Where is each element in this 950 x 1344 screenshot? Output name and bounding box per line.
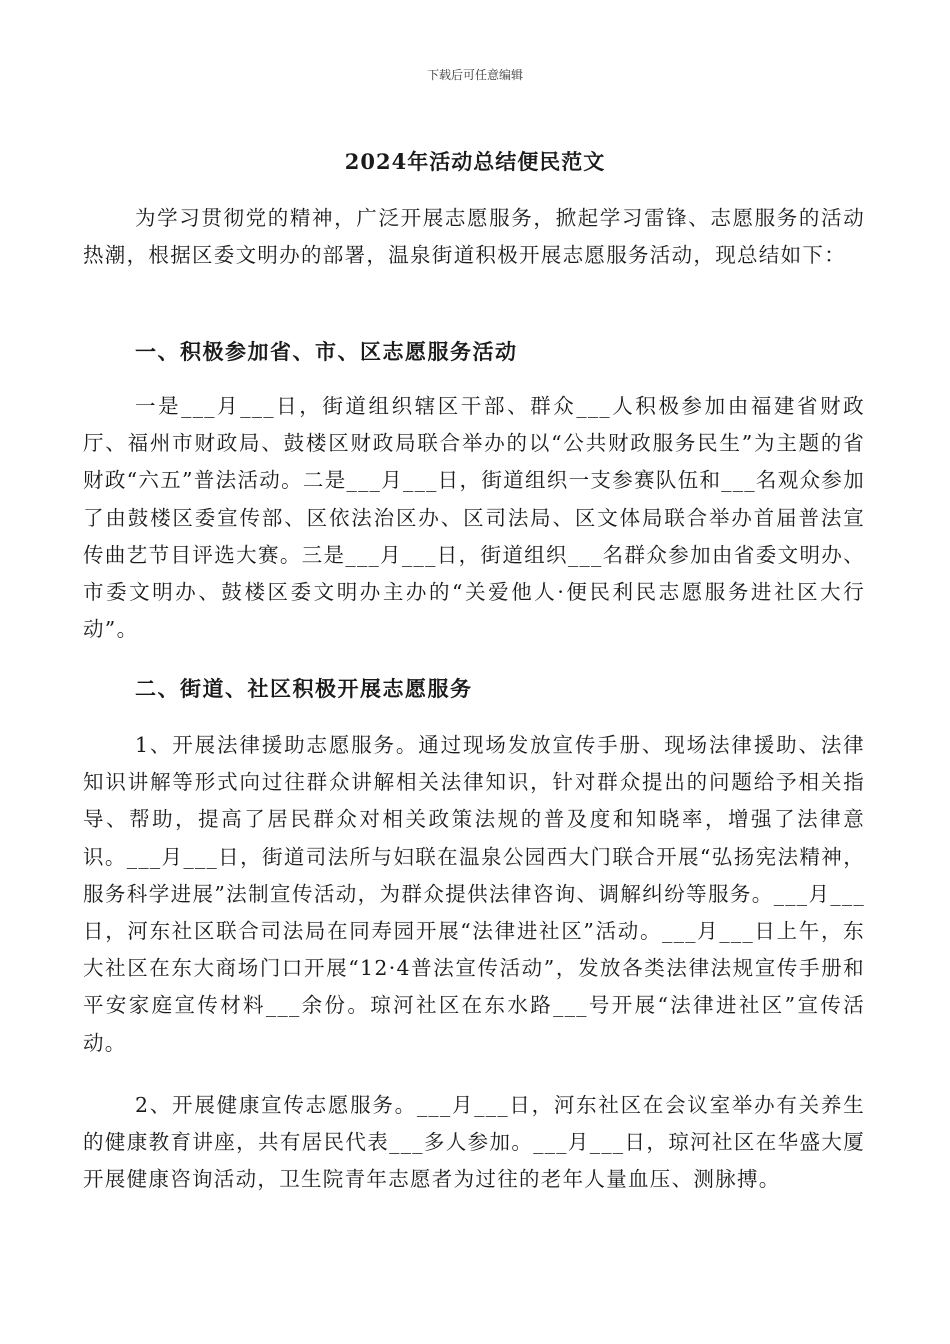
document-title: 2024年活动总结便民范文 xyxy=(344,149,606,174)
header-note: 下载后可任意编辑 xyxy=(426,68,523,82)
section-2-heading: 二、街道、社区积极开展志愿服务 xyxy=(135,676,473,701)
section-2-paragraph-1: 1、开展法律援助志愿服务。通过现场发放宣传手册、现场法律援助、法律知识讲解等形式向过往群众讲解相关法律知识，针对群众提出的问题给予相关指导、帮助，提高了居民群众对相关政策法规的普及度和知晓率，增强了法律意识。___月___日，街道司法所与妇联在温泉公园西大门联合开展“弘扬宪法精神，服务科学进展”法制宣传活动，为群众提供法律咨询、调解纠纷等服务。___月___日，河东社区联合司法局在同寿园开展“法律进社区”活动。___月___日上午，东大社区在东大商场门口开展“12·4普法宣传活动”，发放各类法律法规宣传手册和平安家庭宣传材料___余份。琼河社区在东水路___号开展“法律进社区”宣传活动。 xyxy=(83,733,865,1055)
section-2-paragraph-2: 2、开展健康宣传志愿服务。___月___日，河东社区在会议室举办有关养生的健康教育讲座，共有居民代表___多人参加。___月___日，琼河社区在华盛大厦开展健康咨询活动，卫生院青年志愿者为过往的老年人量血压、测脉搏。 xyxy=(83,1093,865,1192)
section-1-paragraph: 一是___月___日，街道组织辖区干部、群众___人积极参加由福建省财政厅、福州市财政局、鼓楼区财政局联合举办的以“公共财政服务民生”为主题的省财政“六五”普法活动。二是___月___日，街道组织一支参赛队伍和___名观众参加了由鼓楼区委宣传部、区依法治区办、区司法局、区文体局联合举办首届普法宣传曲艺节目评选大赛。三是___月___日，街道组织___名群众参加由省委文明办、市委文明办、鼓楼区委文明办主办的“关爱他人·便民利民志愿服务进社区大行动”。 xyxy=(83,394,865,642)
section-1-heading: 一、积极参加省、市、区志愿服务活动 xyxy=(135,339,518,364)
intro-paragraph: 为学习贯彻党的精神，广泛开展志愿服务，掀起学习雷锋、志愿服务的活动热潮，根据区委文明办的部署，温泉街道积极开展志愿服务活动，现总结如下： xyxy=(83,206,865,268)
